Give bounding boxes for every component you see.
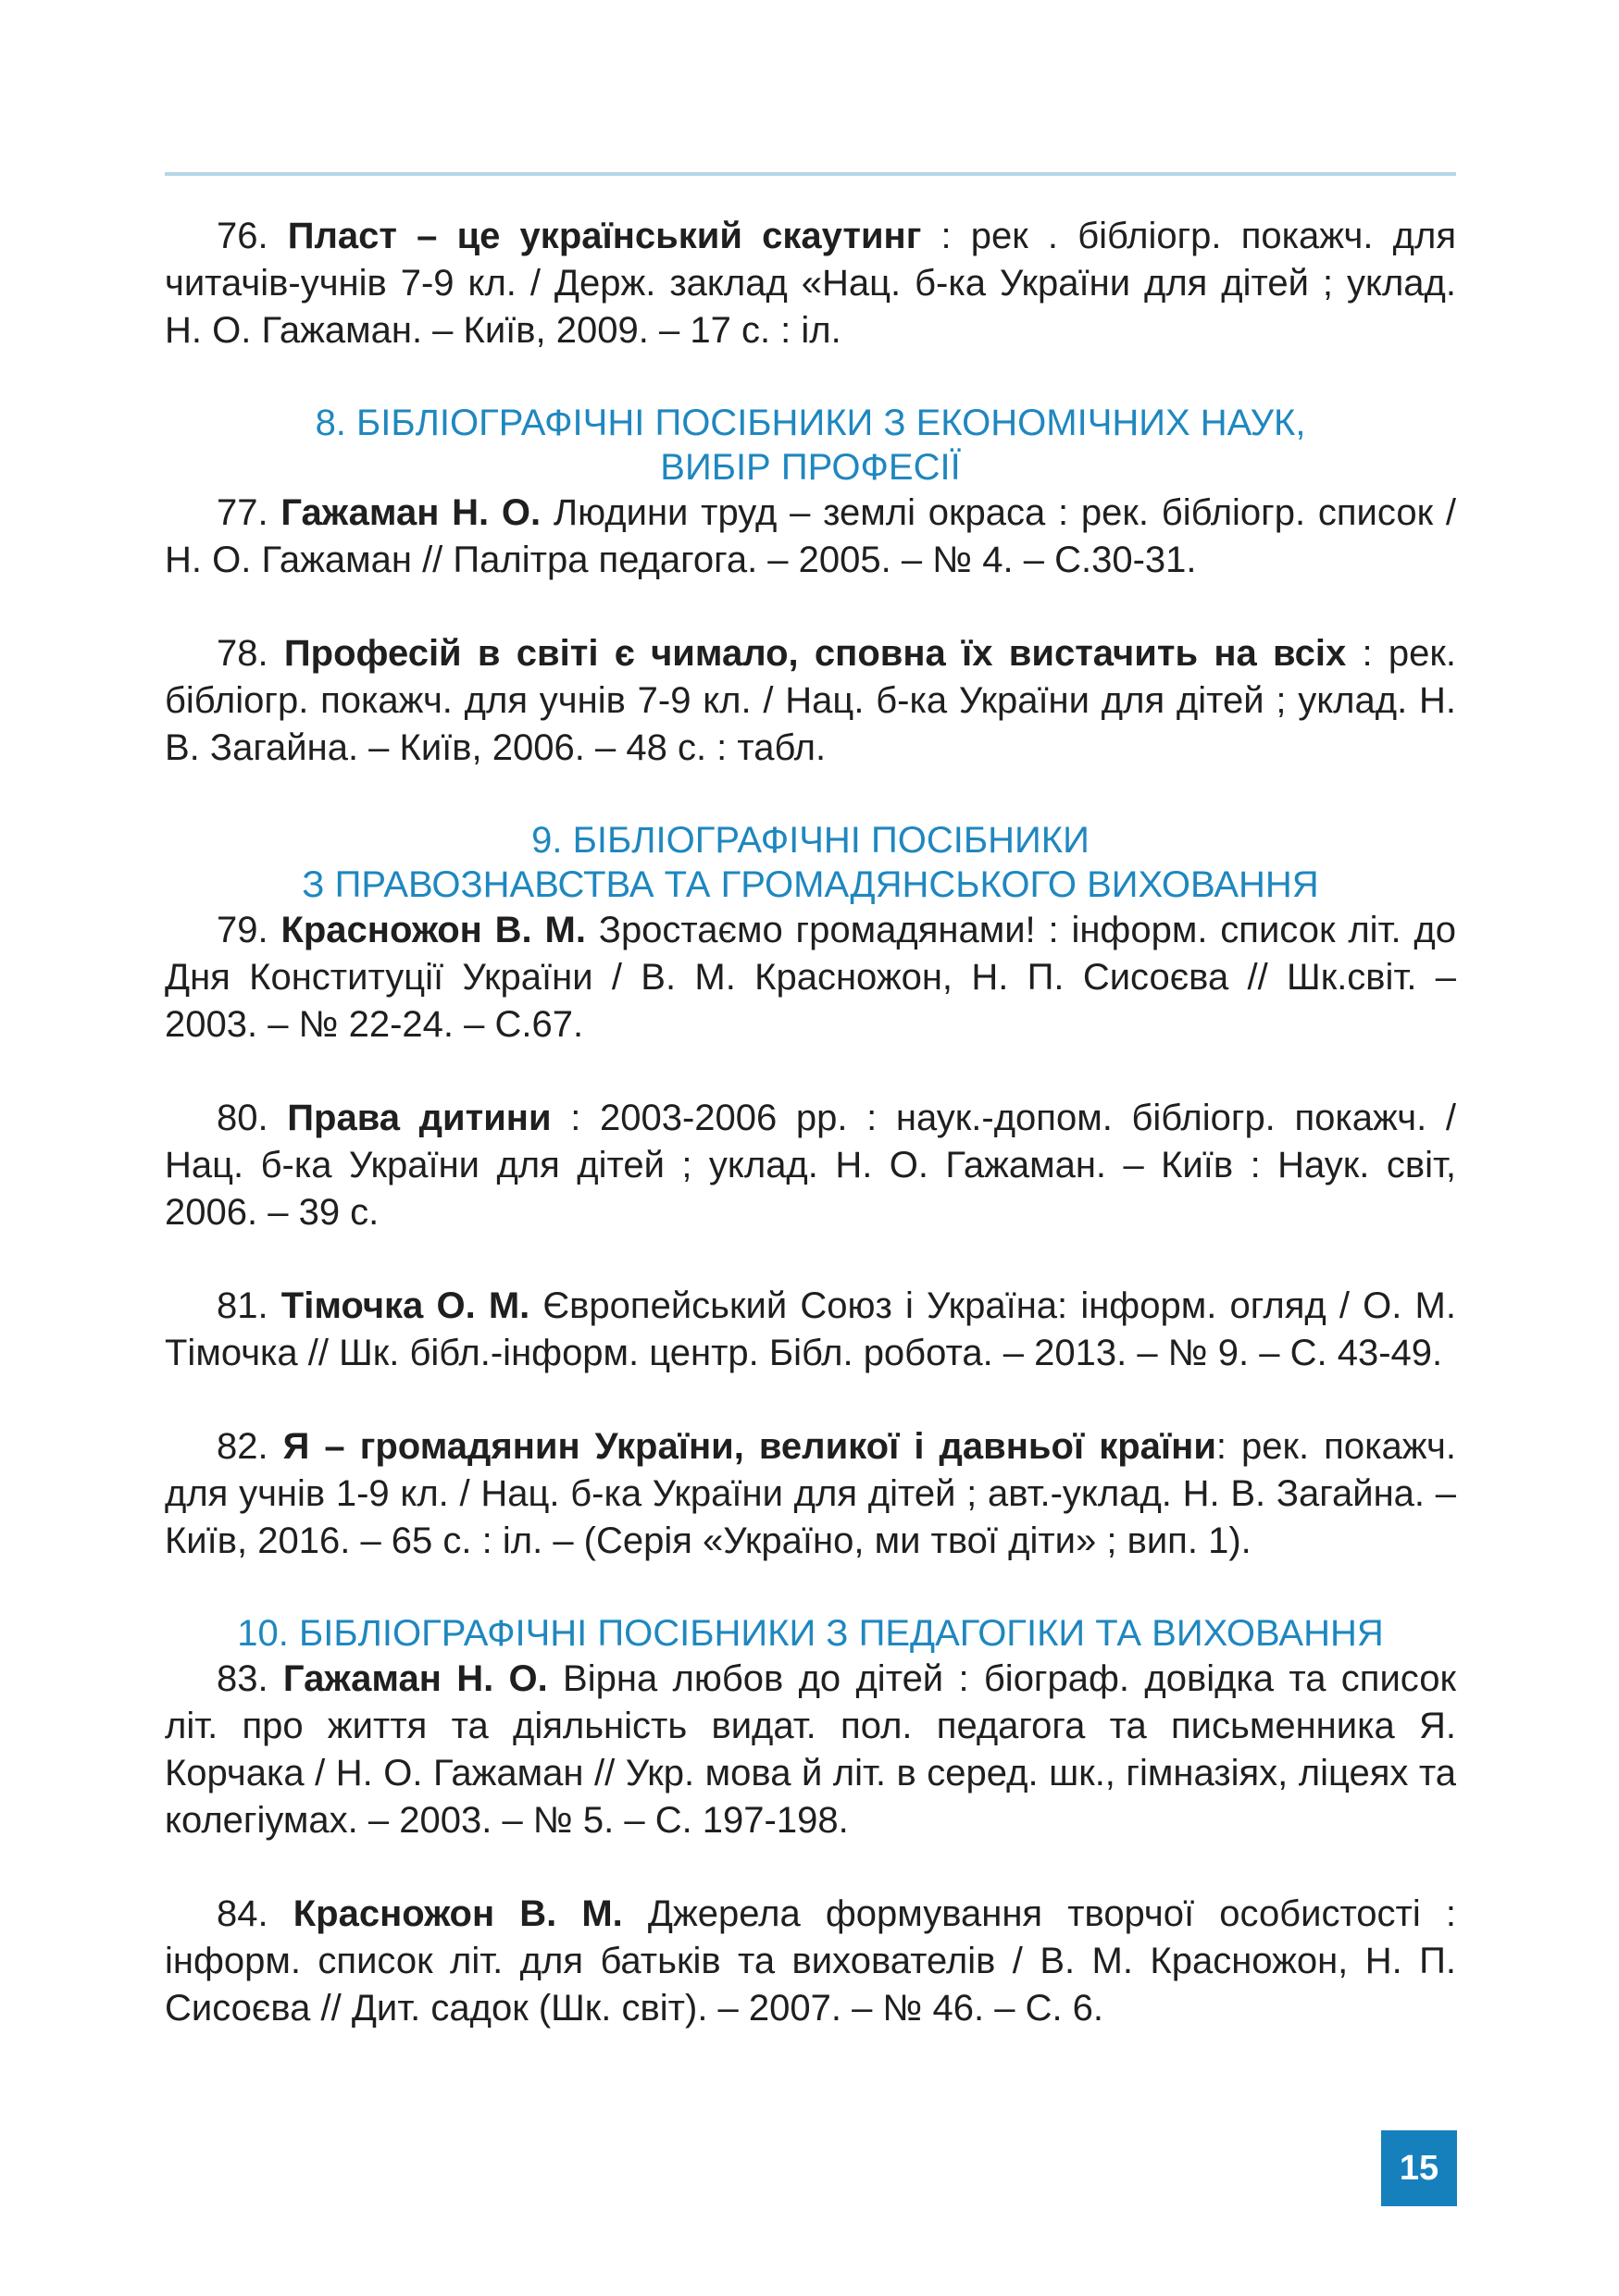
entry-text: : рек. покажч. для учнів 1-9 кл. / Нац. б-ка України для дітей ; авт.-уклад. Н. В. Загайна. – Київ, 2016. – 65 с. : іл. – (Серія «Україно, ми твої діти» ; вип. 1). [165,1426,1456,1561]
entry-number: 76. [217,216,268,256]
entry-number: 83. [217,1658,268,1699]
entry-title-bold: Я – громадянин України, великої і давньої країни [282,1426,1216,1467]
entry-author-bold: Красножон В. М. [280,910,586,950]
entry-text: Зростаємо громадянами! : інформ. список літ. до Дня Конституції України / В. М. Красножон, Н. П. Сисоєва // Шк.світ. – 2003. – № 22-24. – С.67. [165,910,1456,1045]
entry-author-bold: Гажаман Н. О. [282,1658,548,1699]
entry-title-bold: Пласт – це український скаутинг [287,216,922,256]
section-heading-9 [165,818,1456,907]
entry-title-bold: Професій в світі є чимало, сповна їх вистачить на всіх [283,633,1347,674]
entry-81 [165,1283,1456,1377]
entry-number: 82. [217,1426,268,1467]
section-heading-line: ВИБІР ПРОФЕСІЇ [660,447,961,488]
entry-text: Європейський Союз і Україна: інформ. огляд / О. М. Тімочка // Шк. бібл.-інформ. центр. Бібл. робота. – 2013. – № 9. – С. 43-49. [165,1285,1456,1373]
entry-number: 80. [217,1098,268,1138]
entry-text: Вірна любов до дітей : біограф. довідка та список літ. про життя та діяльність видат. пол. педагога та письменника Я. Корчака / Н. О. Гажаман // Укр. мова й літ. в серед. шк., гімназіях, ліцеях та колегіумах. – 2003. – № 5. – С. 197-198. [165,1658,1456,1841]
entry-author-bold: Гажаман Н. О. [280,492,542,533]
section-heading-line: 9. БІБЛІОГРАФІЧНІ ПОСІБНИКИ [531,820,1090,861]
page-number: 15 [1381,2130,1457,2206]
entry-83 [165,1656,1456,1844]
entry-number: 78. [217,633,268,674]
entry-82 [165,1423,1456,1565]
entry-author-bold: Тімочка О. М. [280,1285,530,1326]
section-heading-line: З ПРАВОЗНАВСТВА ТА ГРОМАДЯНСЬКОГО ВИХОВАННЯ [302,864,1319,905]
entry-text: : рек. бібліогр. покажч. для учнів 7-9 кл. / Нац. б-ка України для дітей ; уклад. Н. В. Загайна. – Київ, 2006. – 48 с. : табл. [165,633,1456,768]
entry-79 [165,907,1456,1049]
entry-number: 77. [217,492,268,533]
entry-80 [165,1095,1456,1236]
entry-text: : рек . бібліогр. покажч. для читачів-учнів 7-9 кл. / Держ. заклад «Нац. б-ка України для дітей ; уклад. Н. О. Гажаман. – Київ, 2009. – 17 с. : іл. [165,216,1456,351]
top-rule [165,172,1456,176]
entry-text: Джерела формування творчої особистості : інформ. список літ. для батьків та вихователів / В. М. Красножон, Н. П. Сисоєва // Дит. садок (Шк. світ). – 2007. – № 46. – С. 6. [165,1893,1456,2029]
entry-78 [165,630,1456,772]
entry-76 [165,213,1456,354]
section-heading-10 [165,1611,1456,1656]
entry-text: : 2003-2006 рр. : наук.-допом. бібліогр. покажч. / Нац. б-ка України для дітей ; уклад. Н. О. Гажаман. – Київ : Наук. світ, 2006. – 39 с. [165,1098,1456,1233]
bibliography-content [165,213,1456,2032]
section-heading-line: 10. БІБЛІОГРАФІЧНІ ПОСІБНИКИ З ПЕДАГОГІКИ ТА ВИХОВАННЯ [237,1613,1384,1654]
section-heading-8 [165,401,1456,490]
entry-84 [165,1891,1456,2032]
entry-number: 79. [217,910,268,950]
entry-text: Людини труд – землі окраса : рек. бібліогр. список / Н. О. Гажаман // Палітра педагога. – 2005. – № 4. – С.30-31. [165,492,1456,580]
entry-number: 81. [217,1285,268,1326]
entry-number: 84. [217,1893,268,1934]
entry-title-bold: Права дитини [287,1098,552,1138]
section-heading-line: 8. БІБЛІОГРАФІЧНІ ПОСІБНИКИ З ЕКОНОМІЧНИХ НАУК, [315,403,1306,443]
entry-77 [165,490,1456,584]
entry-author-bold: Красножон В. М. [293,1893,623,1934]
